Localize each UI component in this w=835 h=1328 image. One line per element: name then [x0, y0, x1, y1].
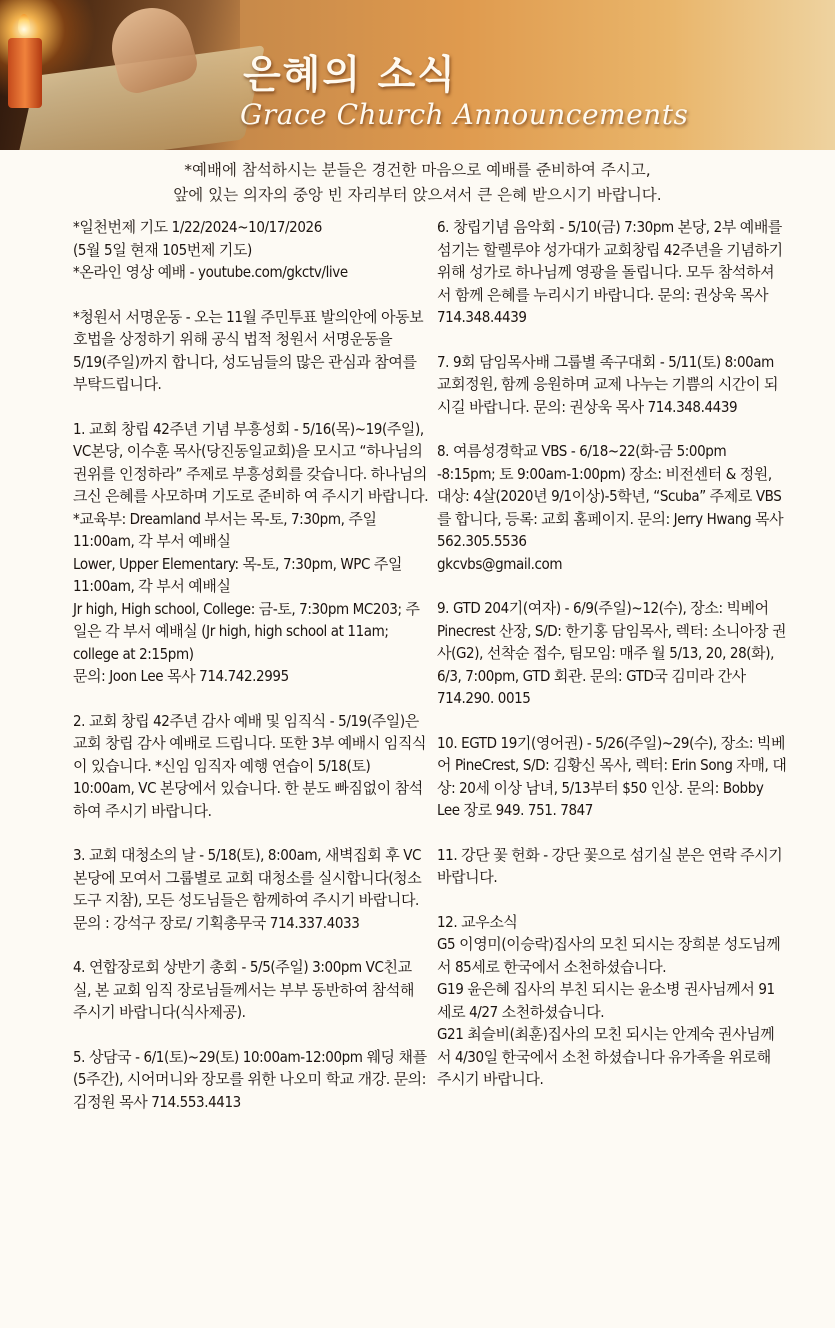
announcement-10: 10. EGTD 19기(영어권) - 5/26(주일)~29(수), 장소: 빅베어 PineCrest, S/D: 김황신 목사, 렉터: Erin Song 자매, 대상: 20세 이상 남녀, 5/13부터 $50 인상. 문의: Bobby Lee 장로 949. 751. 7847	[437, 733, 787, 819]
announcement-1: 1. 교회 창립 42주년 기념 부흥성회 - 5/16(목)~19(주일), VC본당, 이수훈 목사(당진동일교회)을 모시고 “하나님의 권위를 인정하라” 주제로 부흥성회를 갖습니다. 하나님의 크신 은혜를 사모하며 기도로 준비하 여 주시기 바랍니다. *교육부: Dreamland 부서는 목-토, 7:30pm, 주일 11:00am, 각 부서 예배실 Lower, Upper Elementary: 목-토, 7:30pm, WPC 주일 11:00am, 각 부서 예배실 Jr high, High school, College: 금-토, 7:30pm MC203; 주일은 각 부서 예배실 (Jr high, high school at 11am; college at 2:15pm) 문의: Joon Lee 목사 714.742.2995	[73, 419, 429, 685]
right-column	[437, 216, 787, 1113]
announcement-12: 12. 교우소식 G5 이영미(이승락)집사의 모친 되시는 장희분 성도님께서 85세로 한국에서 소천하셨습니다. G19 윤은혜 집사의 부친 되시는 윤소병 권사님께서 91세로 4/27 소천하셨습니다. G21 최슬비(최훈)집사의 모친 되시는 안계숙 권사님께서 4/30일 한국에서 소천 하셨습니다 유가족을 위로해 주시기 바랍니다.	[437, 912, 781, 1088]
prayer-candle-image	[0, 0, 240, 150]
announcement-6: 6. 창립기념 음악회 - 5/10(금) 7:30pm 본당, 2부 예배를 섬기는 할렐루야 성가대가 교회창립 42주년을 기념하기 위해 성가로 하나님께 영광을 돌립니다. 모두 참석하셔서 함께 은혜를 누리시기 바랍니다. 문의: 권상욱 목사 714.348.4439	[437, 218, 783, 326]
announcement-7: 7. 9회 담임목사배 그룹별 족구대회 - 5/11(토) 8:00am 교회정원, 함께 응원하며 교제 나누는 기쁨의 시간이 되시길 바랍니다. 문의: 권상욱 목사 714.348.4439	[437, 352, 779, 416]
intro-notice	[0, 158, 835, 208]
announcement-8: 8. 여름성경학교 VBS - 6/18~22(화-금 5:00pm -8:15pm; 토 9:00am-1:00pm) 장소: 비전센터 & 정원, 대상: 4살(2020년 9/1이상)-5학년, “Scuba” 주제로 VBS를 합니다, 등록: 교회 홈페이지. 문의: Jerry Hwang 목사 562.305.5536 gkcvbs@gmail.com	[437, 442, 784, 573]
header-banner	[0, 0, 835, 150]
left-column	[73, 216, 429, 1135]
announcement-petition: *청원서 서명운동 - 오는 11월 주민투표 발의안에 아동보호법을 상정하기 위해 공식 법적 청원서 서명운동을 5/19(주일)까지 합니다, 성도님들의 많은 관심과 참여를 부탁드립니다.	[73, 307, 424, 393]
announcement-11: 11. 강단 꽃 헌화 - 강단 꽃으로 섬기실 분은 연락 주시기 바랍니다.	[437, 845, 783, 886]
page-title: 은혜의 소식	[243, 53, 457, 98]
flame-icon	[18, 14, 30, 36]
announcement-prayer: *일천번제 기도 1/22/2024~10/17/2026 (5월 5일 현재 105번제 기도) *온라인 영상 예배 - youtube.com/gkctv/live	[73, 218, 348, 281]
announcement-3: 3. 교회 대청소의 날 - 5/18(토), 8:00am, 새벽집회 후 VC 본당에 모여서 그룹별로 교회 대청소를 실시합니다(청소도구 지참), 모든 성도님들은 함께하여 주시기 바랍니다. 문의 : 강석구 장로/ 기획총무국 714.337.4033	[73, 846, 422, 932]
announcement-2: 2. 교회 창립 42주년 감사 예배 및 임직식 - 5/19(주일)은 교회 창립 감사 예배로 드립니다. 또한 3부 예배시 임직식이 있습니다. *신임 임직자 예행 연습이 5/18(토) 10:00am, VC 본당에서 있습니다. 한 분도 빠짐없이 참석하여 주시기 바랍니다.	[73, 711, 427, 820]
intro-line-1: *예배에 참석하시는 분들은 경건한 마음으로 예배를 준비하여 주시고,	[184, 161, 651, 179]
announcement-9: 9. GTD 204기(여자) - 6/9(주일)~12(수), 장소: 빅베어 Pinecrest 산장, S/D: 한기홍 담임목사, 렉터: 소니아장 권사(G2), 선착순 접수, 팀모임: 매주 월 5/13, 20, 28(화), 6/3, 7:00pm, GTD 회관. 문의: GTD국 김미라 간사 714.290. 0015	[437, 599, 787, 707]
announcement-5: 5. 상담국 - 6/1(토)~29(토) 10:00am-12:00pm 웨딩 채플(5주간), 시어머니와 장모를 위한 나오미 학교 개강. 문의: 김정원 목사 714.553.4413	[73, 1047, 427, 1111]
page-subtitle: Grace Church Announcements	[240, 98, 689, 131]
intro-line-2: 앞에 있는 의자의 중앙 빈 자리부터 앉으셔서 큰 은혜 받으시기 바랍니다.	[173, 186, 662, 204]
announcement-4: 4. 연합장로회 상반기 총회 - 5/5(주일) 3:00pm VC친교실, 본 교회 임직 장로님들께서는 부부 동반하여 참석해 주시기 바랍니다(식사제공).	[73, 958, 415, 1021]
candle-icon	[8, 38, 42, 108]
